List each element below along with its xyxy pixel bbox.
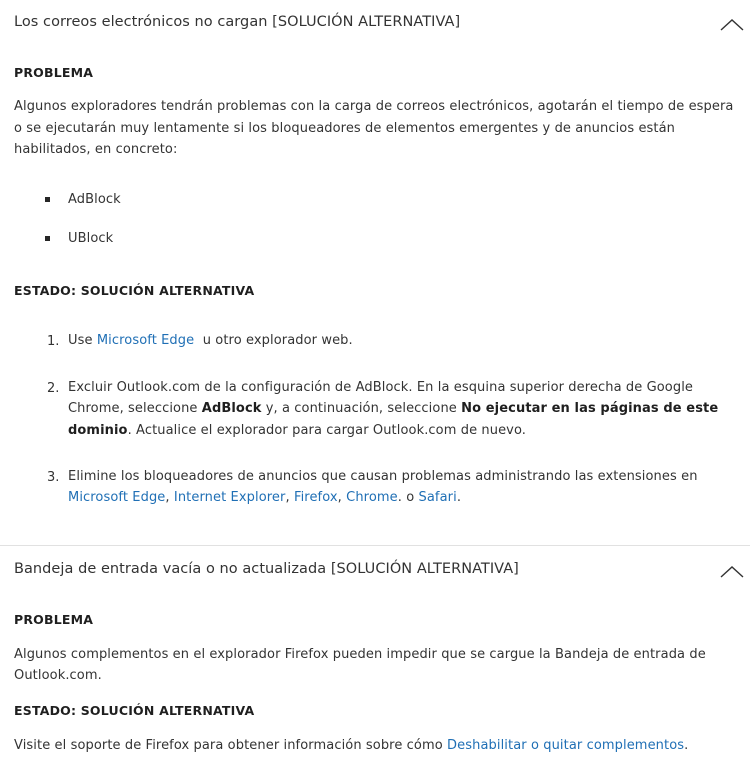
list-item: UBlock (68, 231, 114, 246)
problem-line-2: o se ejecutarán muy lentamente si los bloqueadores de elementos emergentes y de anuncios están (14, 121, 676, 136)
status-text (14, 735, 688, 756)
bullet-icon (45, 197, 50, 202)
step-text: Use (68, 333, 97, 348)
problem-line-2: Outlook.com. (14, 668, 102, 683)
status-text-pre: Visite el soporte de Firefox para obtener información sobre cómo (14, 738, 448, 753)
step-text: y, a continuación, seleccione (261, 401, 462, 416)
bold-adblock: AdBlock (201, 401, 262, 416)
problem-line-3: habilitados, en concreto: (14, 142, 178, 157)
step-number: 1. (47, 334, 60, 349)
chevron-up-icon[interactable] (719, 17, 745, 33)
step-3-line-2 (68, 487, 461, 508)
chevron-up-icon[interactable] (719, 564, 745, 580)
link-firefox[interactable]: Firefox (293, 490, 338, 505)
list-item: AdBlock (68, 192, 121, 207)
step-text: . Actualice el explorador para cargar Outlook.com de nuevo. (127, 423, 527, 438)
step-3-line-1: Elimine los bloqueadores de anuncios que causan problemas administrando las extensiones en (68, 469, 698, 484)
step-2-line-3 (68, 420, 526, 441)
bold-no-ejecutar: No ejecutar en las páginas de este (461, 401, 719, 416)
link-microsoft-edge[interactable]: Microsoft Edge (68, 490, 166, 505)
bullet-icon (45, 236, 50, 241)
problem-line-1: Algunos complementos en el explorador Firefox pueden impedir que se cargue la Bandeja de entrada de (14, 647, 706, 662)
faq-section-inbox-empty (0, 546, 750, 770)
problem-heading: PROBLEMA (14, 612, 94, 627)
section-title[interactable]: Bandeja de entrada vacía o no actualizada [SOLUCIÓN ALTERNATIVA] (14, 561, 519, 577)
status-text-post: . (684, 738, 689, 753)
separator: . (456, 490, 462, 505)
link-microsoft-edge[interactable]: Microsoft Edge (96, 333, 195, 348)
step-2-line-1: Excluir Outlook.com de la configuración de AdBlock. En la esquina superior derecha de Google (68, 380, 694, 395)
problem-heading: PROBLEMA (14, 65, 94, 80)
separator: , (165, 490, 174, 505)
step-text: Chrome, seleccione (68, 401, 202, 416)
step-number: 2. (47, 381, 60, 396)
step-number: 3. (47, 470, 60, 485)
link-safari[interactable]: Safari (418, 490, 457, 505)
separator: , (285, 490, 294, 505)
section-title[interactable]: Los correos electrónicos no cargan [SOLUCIÓN ALTERNATIVA] (14, 14, 461, 30)
step-1 (68, 330, 353, 351)
step-2-line-2 (68, 398, 718, 419)
step-text: u otro explorador web. (194, 333, 353, 348)
bold-dominio: dominio (68, 423, 128, 438)
status-heading: ESTADO: SOLUCIÓN ALTERNATIVA (14, 283, 255, 298)
status-heading: ESTADO: SOLUCIÓN ALTERNATIVA (14, 703, 255, 718)
link-disable-addons[interactable]: Deshabilitar o quitar complementos (447, 738, 685, 753)
separator: , (337, 490, 347, 505)
link-internet-explorer[interactable]: Internet Explorer (173, 490, 286, 505)
link-chrome[interactable]: Chrome (346, 490, 398, 505)
problem-line-1: Algunos exploradores tendrán problemas con la carga de correos electrónicos, agotarán el tiempo de espera (14, 99, 734, 114)
separator: . o (397, 490, 419, 505)
